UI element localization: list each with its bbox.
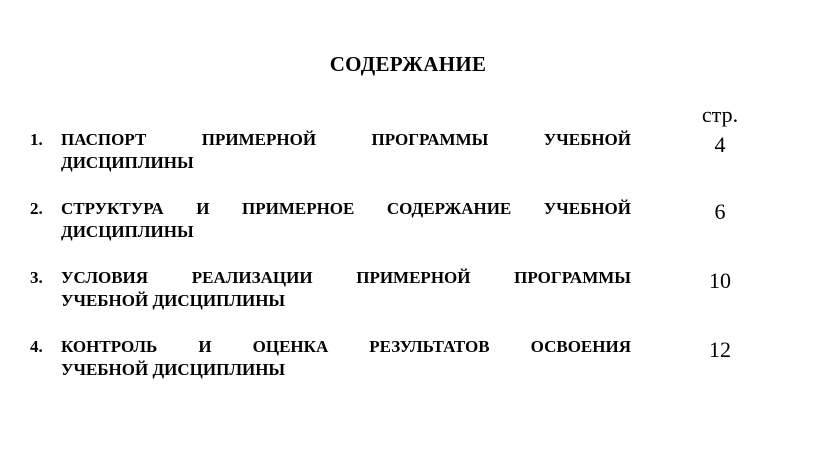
toc-item-number: 3. (30, 268, 43, 287)
toc-item-title-line1: УСЛОВИЯ РЕАЛИЗАЦИИ ПРИМЕРНОЙ ПРОГРАММЫ (61, 268, 631, 287)
toc-item-title (61, 197, 631, 243)
toc-item-title-line1: ПАСПОРТ ПРИМЕРНОЙ ПРОГРАММЫ УЧЕБНОЙ (61, 130, 631, 149)
toc-item-page: 10 (709, 268, 731, 293)
toc-item-title (61, 128, 631, 174)
toc-item-page: 6 (714, 199, 726, 224)
toc-item-title-line1: СТРУКТУРА И ПРИМЕРНОЕ СОДЕРЖАНИЕ УЧЕБНОЙ (61, 199, 631, 218)
toc-item-title-line2: ДИСЦИПЛИНЫ (61, 153, 194, 172)
toc-item (30, 128, 750, 178)
page-column-header: стр. (701, 102, 739, 127)
toc-item (30, 197, 750, 247)
toc-item-number: 1. (30, 130, 43, 149)
toc-item-title-line2: УЧЕБНОЙ ДИСЦИПЛИНЫ (61, 291, 286, 310)
toc-item-title (61, 335, 631, 381)
toc-item (30, 335, 750, 385)
toc-item-title-line1: КОНТРОЛЬ И ОЦЕНКА РЕЗУЛЬТАТОВ ОСВОЕНИЯ (61, 337, 631, 356)
toc-item-page: 4 (714, 132, 726, 157)
toc-item-title-line2: ДИСЦИПЛИНЫ (61, 222, 194, 241)
page-title: СОДЕРЖАНИЕ (329, 52, 487, 76)
toc-item-title (61, 266, 631, 312)
toc-item-number: 2. (30, 199, 43, 218)
toc-item-page: 12 (709, 337, 731, 362)
toc-item (30, 266, 750, 316)
toc-item-title-line2: УЧЕБНОЙ ДИСЦИПЛИНЫ (61, 360, 286, 379)
toc-item-number: 4. (30, 337, 43, 356)
